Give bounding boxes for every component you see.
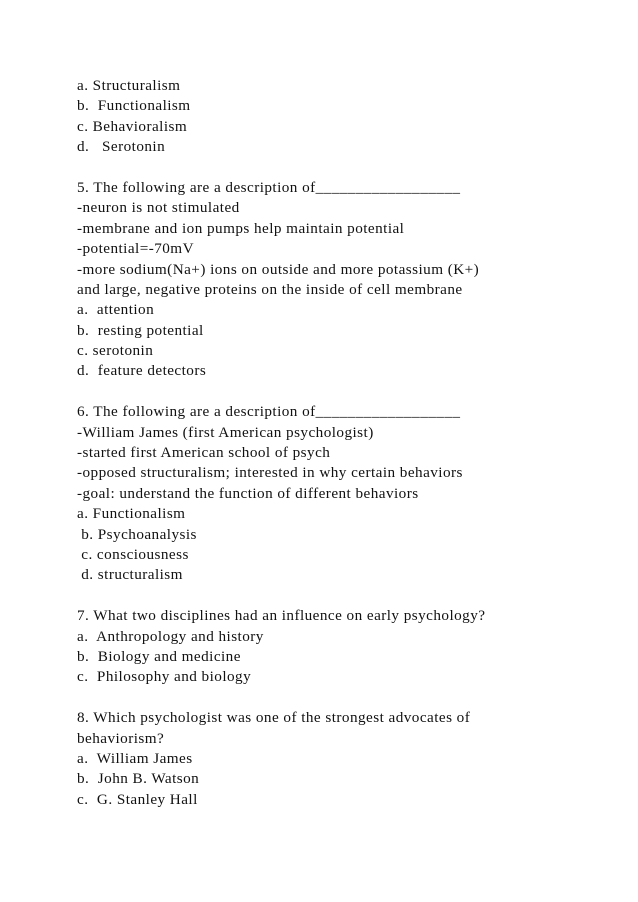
text-line: b. Psychoanalysis (77, 525, 197, 543)
text-line: a. attention (77, 301, 155, 319)
text-line: behaviorism? (77, 729, 165, 747)
text-line: a. Structuralism (77, 77, 181, 94)
text-line: 5. The following are a description of__________________ (77, 178, 461, 196)
question-block (77, 606, 617, 688)
text-line: -more sodium(Na+) ions on outside and more potassium (K+) (77, 260, 480, 278)
text-line: -William James (first American psychologist) (77, 423, 374, 441)
question-block (77, 178, 617, 382)
question-block (77, 402, 617, 586)
text-line: c. serotonin (77, 342, 154, 360)
paragraph-gap (77, 586, 617, 606)
text-line: -started first American school of psych (77, 444, 331, 462)
paragraph-gap (77, 158, 617, 178)
text-line: d. structuralism (77, 566, 183, 584)
text-line: -goal: understand the function of different behaviors (77, 484, 419, 502)
text-line: a. Anthropology and history (77, 627, 264, 645)
text-line: d. feature detectors (77, 362, 207, 380)
text-line: -opposed structuralism; interested in why certain behaviors (77, 464, 463, 482)
text-line: b. resting potential (77, 321, 204, 339)
text-line: -potential=-70mV (77, 240, 194, 258)
paragraph-gap (77, 688, 617, 708)
text-line: b. Functionalism (77, 97, 191, 115)
paragraph-gap (77, 382, 617, 402)
text-line: b. John B. Watson (77, 770, 200, 788)
text-line: 7. What two disciplines had an influence on early psychology? (77, 607, 486, 625)
text-line: 8. Which psychologist was one of the strongest advocates of (77, 709, 471, 727)
text-line: -membrane and ion pumps help maintain potential (77, 219, 405, 237)
text-line: c. consciousness (77, 545, 189, 563)
text-line: and large, negative proteins on the inside of cell membrane (77, 280, 463, 298)
text-line: -neuron is not stimulated (77, 199, 240, 217)
text-line: c. G. Stanley Hall (77, 790, 198, 808)
text-line: a. Functionalism (77, 505, 186, 523)
document-page (77, 76, 617, 810)
text-line: c. Behavioralism (77, 117, 188, 135)
text-line: c. Philosophy and biology (77, 668, 252, 686)
text-line: a. William James (77, 749, 193, 767)
text-line: d. Serotonin (77, 138, 166, 156)
text-line: 6. The following are a description of__________________ (77, 403, 461, 421)
question-block (77, 76, 617, 158)
text-line: b. Biology and medicine (77, 647, 241, 665)
question-block (77, 708, 617, 810)
